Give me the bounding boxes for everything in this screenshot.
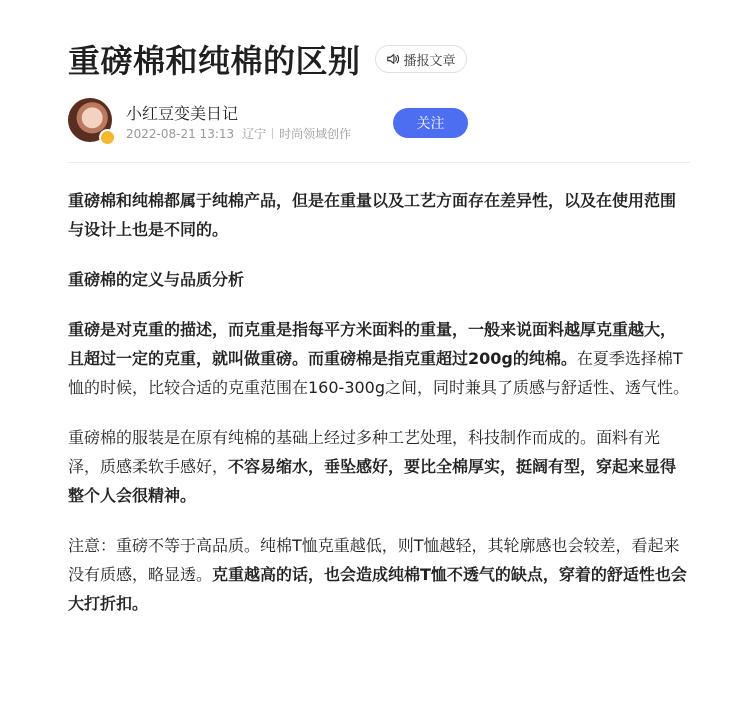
author-category: 时尚领域创作	[279, 127, 352, 141]
features-bold-text: 不容易缩水，垂坠感好，要比全棉厚实，挺阔有型，穿起来显得整个人会很精神。	[68, 457, 677, 505]
header-divider	[68, 162, 690, 163]
definition-text: 在夏季选择棉T恤的时候，比较合适的克重范围在160-300g之间，同时兼具了质感与舒适性、透气性。	[68, 349, 690, 397]
title-row	[68, 36, 467, 82]
paragraph-definition	[68, 315, 690, 402]
paragraph-note	[68, 531, 690, 618]
author-meta	[126, 125, 351, 142]
speaker-icon	[386, 52, 400, 66]
author-name[interactable]: 小红豆变美日记	[126, 104, 239, 123]
article-body	[68, 186, 690, 639]
note-text: 注意：重磅不等于高品质。纯棉T恤克重越低，则T恤越轻，其轮廓感也会较差，看起来没有质感，略显透。	[68, 536, 680, 584]
meta-divider	[272, 128, 273, 139]
publish-date: 2022-08-21 13:13	[126, 126, 235, 141]
follow-button[interactable]: 关注	[393, 108, 468, 138]
note-bold-text: 克重越高的话，也会造成纯棉T恤不透气的缺点，穿着的舒适性也会大打折扣。	[68, 565, 687, 613]
read-aloud-label: 播报文章	[403, 53, 456, 69]
read-aloud-button[interactable]	[375, 45, 467, 73]
author-row	[68, 98, 690, 148]
vip-badge-icon	[99, 129, 116, 146]
paragraph-intro: 重磅棉和纯棉都属于纯棉产品，但是在重量以及工艺方面存在差异性，以及在使用范围与设计上也是不同的。	[68, 191, 677, 239]
publish-location: 辽宁	[242, 127, 267, 141]
paragraph-features	[68, 423, 690, 510]
definition-bold-text: 重磅是对克重的描述，而克重是指每平方米面料的重量，一般来说面料越厚克重越大，且超过一定的克重，就叫做重磅。而重磅棉是指克重超过200g的纯棉。	[68, 320, 677, 368]
section-heading: 重磅棉的定义与品质分析	[68, 270, 245, 289]
article-title: 重磅棉和纯棉的区别	[68, 42, 361, 80]
features-text: 重磅棉的服装是在原有纯棉的基础上经过多种工艺处理，科技制作而成的。面料有光泽，质感柔软手感好，	[68, 428, 661, 476]
